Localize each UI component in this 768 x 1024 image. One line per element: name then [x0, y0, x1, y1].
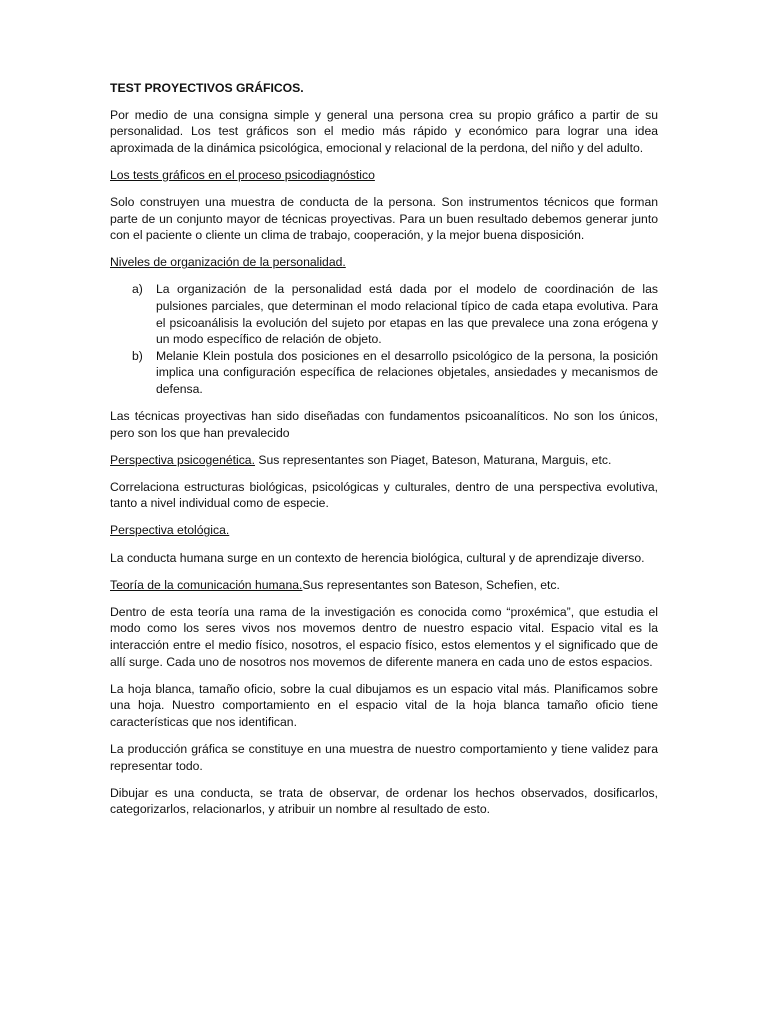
document-title: TEST PROYECTIVOS GRÁFICOS.	[110, 81, 304, 95]
inline-text: Sus representantes son Bateson, Schefien, etc.	[302, 577, 560, 592]
niveles-list	[110, 281, 658, 397]
inline-text: Sus representantes son Piaget, Bateson, Maturana, Marguis, etc.	[254, 452, 612, 467]
heading-text: Teoría de la comunicación humana.	[110, 577, 303, 592]
list-marker: b)	[132, 348, 143, 363]
tests-graficos-paragraph: Solo construyen una muestra de conducta de la persona. Son instrumentos técnicos que forman parte de un conjunto mayor de técnicas proyectivas. Para un buen resultado debemos generar junto con el paciente o cliente un clima de trabajo, cooperación, y la mejor buena disposición.	[110, 194, 658, 243]
dibujar-paragraph: Dibujar es una conducta, se trata de observar, de ordenar los hechos observados, dosificarlos, categorizarlos, relacionarlos, y atribuir un nombre al resultado de esto.	[110, 785, 658, 817]
heading-text: Niveles de organización de la personalidad.	[110, 255, 346, 270]
section-heading-etologica	[110, 522, 658, 539]
psicogenetica-body-paragraph: Correlaciona estructuras biológicas, psicológicas y culturales, dentro de una perspectiva evolutiva, tanto a nivel individual como de especie.	[110, 479, 658, 511]
etologica-paragraph: La conducta humana surge en un contexto de herencia biológica, cultural y de aprendizaje diverso.	[110, 550, 645, 565]
heading-text: Perspectiva psicogenética.	[110, 452, 255, 467]
document-body	[110, 80, 658, 828]
list-item-text: La organización de la personalidad está dada por el modelo de coordinación de las pulsiones parciales, que determinan el modo relacional típico de cada etapa evolutiva. Para el psicoanálisis la evolución del sujeto por etapas en las que prevalece una zona erógena y un modo específico de relación de objeto.	[156, 282, 658, 347]
comunicacion-paragraph	[110, 577, 658, 594]
psicogenetica-paragraph	[110, 452, 658, 469]
list-marker: a)	[132, 282, 143, 297]
section-heading-niveles	[110, 254, 658, 271]
list-item-text: Melanie Klein postula dos posiciones en el desarrollo psicológico de la persona, la posición implica una configuración específica de relaciones objetales, ansiedades y mecanismos de defensa.	[156, 348, 658, 396]
intro-paragraph: Por medio de una consigna simple y general una persona crea su propio gráfico a partir de su personalidad. Los test gráficos son el medio más rápido y económico para lograr una idea aproximada de la dinámica psicológica, emocional y relacional de la perdona, del niño y del adulto.	[110, 107, 658, 155]
hoja-paragraph: La hoja blanca, tamaño oficio, sobre la cual dibujamos es un espacio vital más. Planificamos sobre una hoja. Nuestro comportamiento en el espacio vital de la hoja blanca tamaño oficio tiene características que nos identifican.	[110, 681, 658, 729]
section-heading-tests-graficos	[110, 167, 658, 184]
proxemica-paragraph: Dentro de esta teoría una rama de la investigación es conocida como “proxémica”, que estudia el modo como los seres vivos nos movemos dentro de nuestro espacio vital. Espacio vital es la interacción entre el medio físico, nosotros, el espacio físico, estos elementos y el significado que de allí surge. Cada uno de nosotros nos movemos de diferente manera en cada uno de estos espacios.	[110, 604, 658, 669]
produccion-paragraph: La producción gráfica se constituye en una muestra de nuestro comportamiento y tiene validez para representar todo.	[110, 741, 658, 773]
list-item	[110, 348, 658, 398]
list-item	[110, 281, 658, 347]
heading-text: Los tests gráficos en el proceso psicodiagnóstico	[110, 167, 375, 182]
tecnicas-paragraph: Las técnicas proyectivas han sido diseñadas con fundamentos psicoanalíticos. No son los únicos, pero son los que han prevalecido	[110, 409, 658, 440]
heading-text: Perspectiva etológica.	[110, 523, 230, 538]
